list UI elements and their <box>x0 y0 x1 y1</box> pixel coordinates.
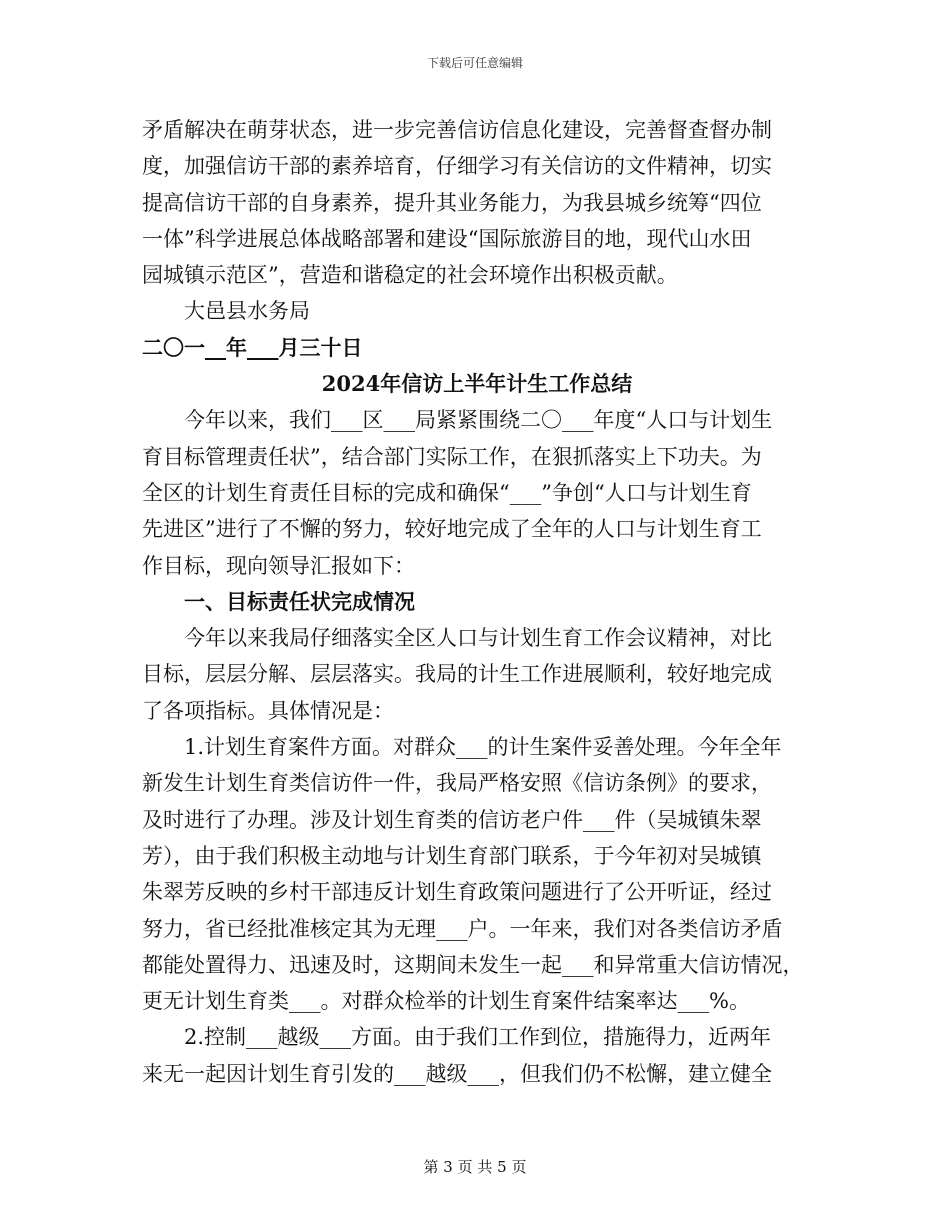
text-line: 提高信访干部的自身素养，提升其业务能力，为我县城乡统筹“四位 <box>142 190 762 215</box>
text-line: 园城镇示范区”，营造和谐稳定的社会环境作出积极贡献。 <box>142 263 678 288</box>
page-header: 下载后可任意编辑 <box>426 56 523 70</box>
text-line: 来无一起因计划生育引发的___越级___，但我们仍不松懈，建立健全 <box>142 1061 772 1086</box>
text-line: 育目标管理责任状”，结合部门实际工作，在狠抓落实上下功夫。为 <box>142 444 762 469</box>
text-line: 及时进行了办理。涉及计划生育类的信访老户件___件（吴城镇朱翠 <box>142 807 762 832</box>
text-line: 目标，层层分解、层层落实。我局的计生工作进展顺利，较好地完成 <box>142 662 772 687</box>
text-line: 先进区”进行了不懈的努力，较好地完成了全年的人口与计划生育工 <box>142 517 762 542</box>
text-line: 都能处置得力、迅速及时，这期间未发生一起___和异常重大信访情况， <box>142 952 804 977</box>
text-line: 度，加强信访干部的素养培育，仔细学习有关信访的文件精神，切实 <box>142 154 772 179</box>
text-line: 二〇一__年___月三十日 <box>142 334 363 360</box>
text-line: 芳），由于我们积极主动地与计划生育部门联系，于今年初对吴城镇 <box>142 843 762 868</box>
text-line: 努力，省已经批准核定其为无理___户。一年来，我们对各类信访矛盾 <box>142 916 783 941</box>
text-line: 更无计划生育类___。对群众检举的计划生育案件结案率达___%。 <box>142 989 750 1014</box>
text-line: 了各项指标。具体情况是： <box>142 698 394 723</box>
text-line: 朱翠芳反映的乡村干部违反计划生育政策问题进行了公开听证，经过 <box>142 880 772 905</box>
text-line: 今年以来我局仔细落实全区人口与计划生育工作会议精神，对比 <box>184 626 772 651</box>
text-line: 全区的计划生育责任目标的完成和确保“___”争创“人口与计划生育 <box>142 480 752 505</box>
document-body <box>142 112 812 1092</box>
text-line: 新发生计划生育类信访件一件，我局严格安照《信访条例》的要求， <box>142 771 772 796</box>
text-line: 1.计划生育案件方面。对群众___的计生案件妥善处理。今年全年 <box>184 735 782 760</box>
text-line: 大邑县水务局 <box>184 299 310 324</box>
page-footer: 第 3 页 共 5 页 <box>423 1158 527 1176</box>
text-line: 2.控制___越级___方面。由于我们工作到位，措施得力，近两年 <box>184 1025 772 1050</box>
text-line: 矛盾解决在萌芽状态，进一步完善信访信息化建设，完善督查督办制 <box>142 118 772 142</box>
text-line: 一体”科学进展总体战略部署和建设“国际旅游目的地，现代山水田 <box>142 226 752 251</box>
document-title: 2024年信访上半年计生工作总结 <box>321 371 633 397</box>
text-line: 今年以来，我们___区___局紧紧围绕二〇___年度“人口与计划生 <box>184 408 773 433</box>
text-line: 一、目标责任状完成情况 <box>184 588 415 614</box>
text-line: 作目标，现向领导汇报如下： <box>142 553 415 578</box>
